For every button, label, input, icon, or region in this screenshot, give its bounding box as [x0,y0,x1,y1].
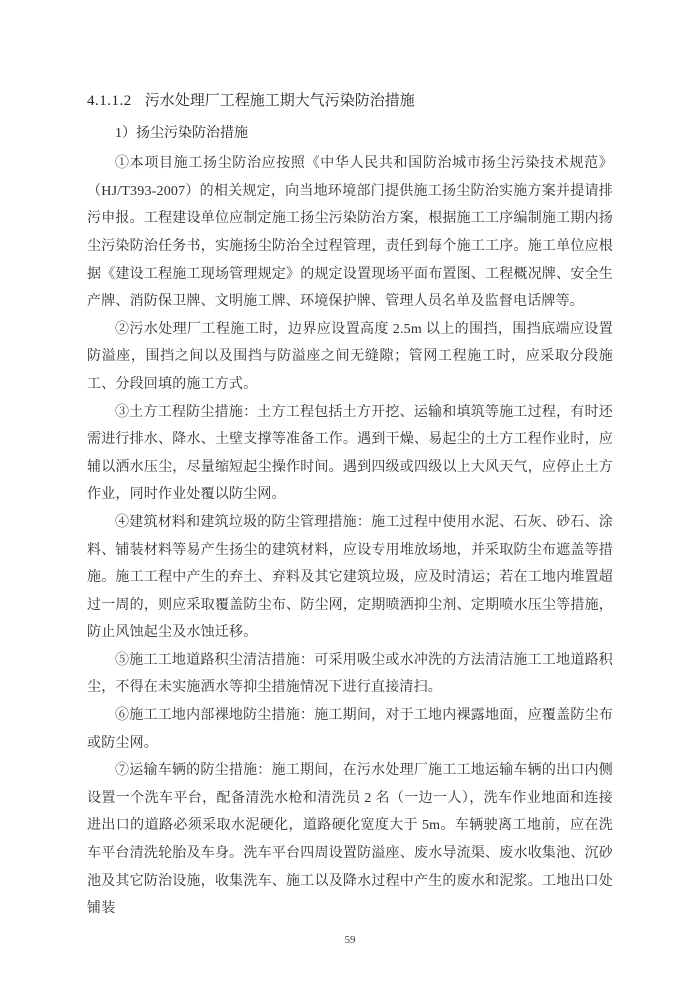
section-number: 4.1.1.2 [87,93,132,109]
section-title: 污水处理厂工程施工期大气污染防治措施 [144,93,415,109]
section-heading [87,88,613,116]
paragraph-3: ③土方工程防尘措施：土方工程包括土方开挖、运输和填筑等施工过程，有时还需进行排水、降水、土壁支撑等准备工作。遇到干燥、易起尘的土方工程作业时，应辅以洒水压尘，尽量缩短起尘操作时间。遇到四级或四级以上大风天气，应停止土方作业，同时作业处覆以防尘网。 [87,404,613,503]
page-number: 59 [344,934,356,946]
subsection-heading: 1）扬尘污染防治措施 [115,125,248,141]
paragraph-4: ④建筑材料和建筑垃圾的防尘管理措施：施工过程中使用水泥、石灰、砂石、涂料、铺装材料等易产生扬尘的建筑材料，应设专用堆放场地，并采取防尘布遮盖等措施。施工工程中产生的弃土、弃料及其它建筑垃圾，应及时清运；若在工地内堆置超过一周的，则应采取覆盖防尘布、防尘网，定期喷洒抑尘剂、定期喷水压尘等措施，防止风蚀起尘及水蚀迁移。 [87,514,613,641]
paragraph-1: ①本项目施工扬尘防治应按照《中华人民共和国防治城市扬尘污染技术规范》（HJ/T393-2007）的相关规定，向当地环境部门提供施工扬尘防治实施方案并提请排污申报。工程建设单位应制定施工扬尘污染防治方案，根据施工工序编制施工期内扬尘污染防治任务书，实施扬尘防治全过程管理，责任到每个施工工序。施工单位应根据《建设工程施工现场管理规定》的规定设置现场平面布置图、工程概况牌、安全生产牌、消防保卫牌、文明施工牌、环境保护牌、管理人员名单及监督电话牌等。 [87,156,613,310]
paragraph-7: ⑦运输车辆的防尘措施：施工期间，在污水处理厂施工工地运输车辆的出口内侧设置一个洗车平台，配备清洗水枪和清洗员 2 名（一边一人），洗车作业地面和连接进出口的道路必须采取水泥硬化，道路硬化宽度大于 5m。车辆驶离工地前，应在洗车平台清洗轮胎及车身。洗车平台四周设置防溢座、废水导流渠、废水收集池、沉砂池及其它防治设施，收集洗车、施工以及降水过程中产生的废水和泥浆。工地出口处铺装 [87,763,613,917]
paragraph-6: ⑥施工工地内部裸地防尘措施：施工期间，对于工地内裸露地面，应覆盖防尘布或防尘网。 [87,708,613,751]
paragraph-2: ②污水处理厂工程施工时，边界应设置高度 2.5m 以上的围挡，围挡底端应设置防溢座，围挡之间以及围挡与防溢座之间无缝隙；管网工程施工时，应采取分段施工、分段回填的施工方式。 [87,321,613,392]
paragraph-5: ⑤施工工地道路积尘清洁措施：可采用吸尘或水冲洗的方法清洁施工工地道路积尘，不得在未实施洒水等抑尘措施情况下进行直接清扫。 [87,652,613,696]
page-footer [0,933,700,947]
